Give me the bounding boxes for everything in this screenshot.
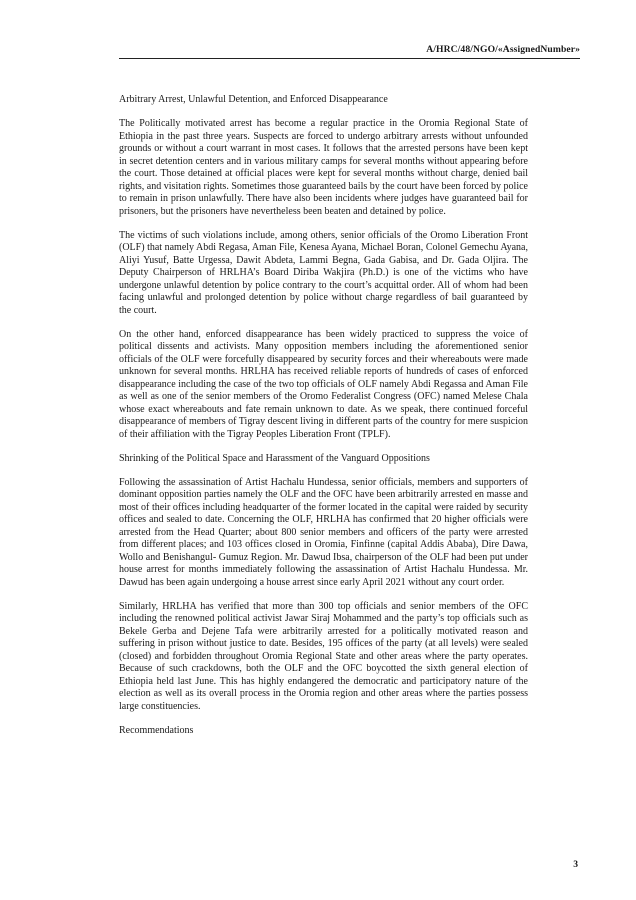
document-body [119, 94, 528, 749]
page-number: 3 [573, 859, 578, 870]
paragraph-olf-crackdown: Following the assassination of Artist Hachalu Hundessa, senior officials, members and supporters of dominant opposition parties namely the OLF and the OFC have been arbitrarily arrested en masse and most of their offices including headquarter of the former located in the capital were raided by security offices and sealed to date. Concerning the OLF, HRLHA has confirmed that 20 higher officials were arrested from the Head Quarter; about 800 senior members and officers of the party were arrested from different places; and 103 offices closed in Oromia, Finfinne (capital Addis Ababa), Dire Dawa, Wollo and Benishangul- Gumuz Region. Mr. Dawud Ibsa, chairperson of the OLF had been put under house arrest for months immediately following the assassination of Artist Hachalu Hundessa. Mr. Dawud has been again undergoing a house arrest since early April 2021 without any court order. [119, 476, 528, 588]
header-rule [119, 58, 580, 59]
paragraph-arrest-practice: The Politically motivated arrest has become a regular practice in the Oromia Regional State of Ethiopia in the past three years. Suspects are forced to undergo arbitrary arrests without unfounded grounds or without a court warrant in most cases. It follows that the arrested persons have been kept in secret detention centers and in various military camps for several months without appearing before the court. Those detained at official places were kept for several months without charge, denied bail rights, and visitation rights. Sometimes those guaranteed bails by the court have been forced by police to remain in prison unlawfully. There have also been incidents where judges have guaranteed bail for prisoners, but the prisoners have nevertheless been beaten and detained by police. [119, 118, 528, 217]
paragraph-arrest-victims: The victims of such violations include, among others, senior officials of the Oromo Liberation Front (OLF) that namely Abdi Regasa, Aman File, Kenesa Ayana, Michael Boran, Colonel Gemechu Ayana, Aliyi Yusuf, Batte Urgessa, Dawit Abdeta, Lammi Begna, Gada Gabisa, and Dr. Gada Oljira. The Deputy Chairperson of HRLHA’s Board Diriba Wakjira (Ph.D.) is one of the victims who have undergone unlawful detention by police contrary to the court’s acquittal order. All of whom had been facing unlawful and prolonged detention by police without charge regardless of bail guaranteed by the court. [119, 229, 528, 316]
paragraph-enforced-disappearance: On the other hand, enforced disappearance has been widely practiced to suppress the voice of political dissents and activists. Many opposition members including the aforementioned senior officials of the OLF were forcefully disappeared by security forces and their whereabouts were made unknown for several months. HRLHA has received reliable reports of hundreds of cases of enforced disappearance including the case of the two top officials of OLF namely Abdi Regassa and Aman File as well as one of the senior members of the Oromo Federalist Congress (OFC) named Melese Chala whose exact whereabouts and fate remain unknown to date. As we speak, there continued forceful disappearance of members of Tigray descent living in different parts of the country for mere suspicion of their affiliation with the Tigray Peoples Liberation Front (TPLF). [119, 328, 528, 440]
section-heading-political-space: Shrinking of the Political Space and Harassment of the Vanguard Oppositions [119, 452, 430, 464]
section-heading-recommendations: Recommendations [119, 724, 194, 736]
section-heading-arbitrary-arrest: Arbitrary Arrest, Unlawful Detention, and Enforced Disappearance [119, 94, 388, 105]
document-symbol: A/HRC/48/NGO/«AssignedNumber» [426, 44, 580, 55]
paragraph-ofc-crackdown: Similarly, HRLHA has verified that more than 300 top officials and senior members of the OFC including the renowned political activist Jawar Siraj Mohammed and the party’s top officials such as Bekele Gerba and Dejene Tafa were arbitrarily arrested for a politically motivated reason and suffering in prison without justice to date. Besides, 195 offices of the party (at all levels) were sealed (closed) and forbidden throughout Oromia Regional State and other areas where the party operates. Because of such crackdowns, both the OLF and the OFC boycotted the sixth general election of Ethiopia held last June. This has highly endangered the democratic and participatory nature of the election as well as its overall process in the Oromia region and other areas where the parties possess large constituencies. [119, 600, 528, 712]
